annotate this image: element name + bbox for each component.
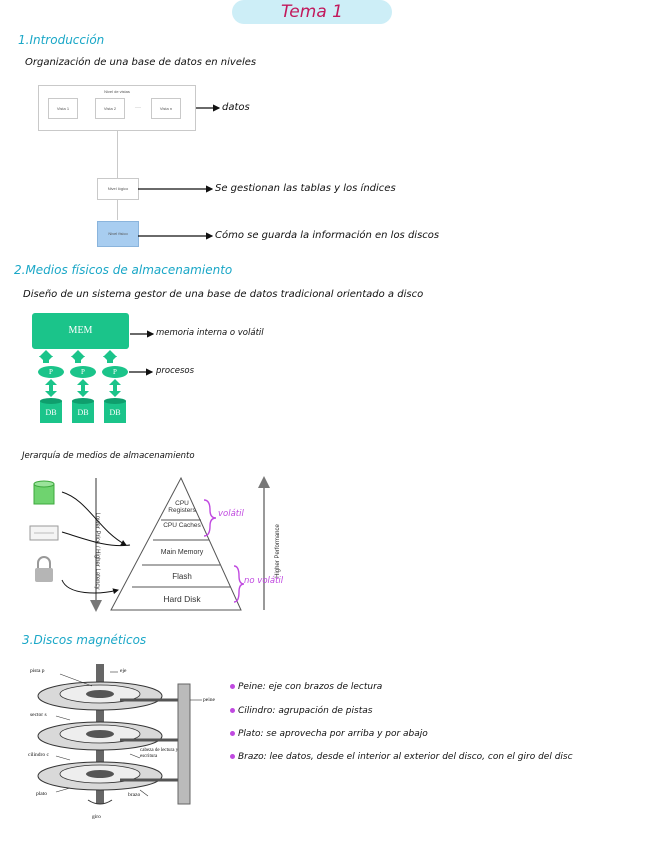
db-label: DB [45, 408, 57, 417]
note-mem: memoria interna o volátil [156, 328, 264, 338]
view-label: Vista n [159, 106, 173, 111]
bullet-text: : eje con brazos de lectura [262, 682, 383, 692]
disk-diagram [30, 660, 220, 825]
note-physical: Cómo se guarda la información en los discos [215, 230, 440, 241]
section-2-subtitle: Diseño de un sistema gestor de una base de datos tradicional orientado a disco [23, 289, 424, 300]
hierarchy-title: Jerarquía de medios de almacenamiento [22, 451, 195, 461]
bullet-cilindro [230, 706, 372, 716]
section-1-subtitle: Organización de una base de datos en niveles [25, 57, 257, 68]
view-label: Vista 2 [103, 106, 117, 111]
label-peine: peine [203, 697, 215, 703]
logical-level-label: Nivel lógico [107, 186, 129, 191]
section-3-heading: 3.Discos magnéticos [22, 633, 147, 647]
note-logical: Se gestionan las tablas y los índices [215, 183, 396, 194]
bullet-dot [230, 684, 235, 689]
db-label: DB [109, 408, 121, 417]
db-label: DB [77, 408, 89, 417]
note-datos: datos [222, 102, 250, 113]
p-label: P [49, 368, 53, 376]
axis-higher-performance: Higher Performance [275, 524, 281, 578]
bullet-term: Plato [238, 729, 261, 739]
label-cabeza: cabeza de lectura y escritura [140, 748, 179, 759]
section-2-heading: 2.Medios físicos de almacenamiento [14, 263, 233, 277]
label-plato: plato [36, 791, 47, 797]
section-1-heading: 1.Introducción [18, 33, 105, 47]
note-procesos: procesos [156, 366, 195, 376]
level-flash: Flash [172, 572, 192, 581]
mem-block: MEM [32, 313, 129, 349]
page-title: Tema 1 [232, 0, 392, 24]
bullet-text: : se aprovecha por arriba y por abajo [260, 729, 428, 739]
pyramid-brace-lower [232, 564, 246, 614]
note-volatil: volátil [218, 509, 244, 519]
label-cilindro: cilindro c [28, 752, 49, 758]
pyramid-braces [200, 498, 220, 608]
bullet-dot [230, 731, 235, 736]
label-giro: giro [92, 814, 101, 820]
level-cpu-registers: CPU Registers [168, 500, 196, 514]
label-brazo: brazo [128, 792, 141, 798]
p-label: P [81, 368, 85, 376]
view-level-label: Nivel de vistas [104, 89, 130, 94]
bullet-term: Cilindro [238, 706, 273, 716]
label-eje: eje [120, 668, 127, 674]
bullet-dot [230, 708, 235, 713]
section-1-arrows [0, 0, 656, 260]
bullet-text: : agrupación de pistas [272, 706, 373, 716]
bullet-peine [230, 682, 382, 692]
views-ellipsis: ...... [134, 104, 142, 109]
p-label: P [113, 368, 117, 376]
level-hard-disk: Hard Disk [163, 594, 201, 604]
level-cpu-caches: CPU Caches [163, 522, 201, 529]
view-label: Vista 1 [56, 106, 70, 111]
bullet-brazo [230, 752, 573, 762]
level-main-memory: Main Memory [160, 549, 204, 556]
label-sector: sector s [30, 712, 47, 718]
bullet-text: : lee datos, desde el interior al exterior del disco, con el giro del disc [263, 752, 573, 762]
axis-lower-price: Lower Price / Higher Latency [94, 512, 100, 590]
label-pista: pista p [30, 668, 45, 674]
physical-level-label: Nivel físico [108, 231, 128, 236]
bullet-dot [230, 754, 235, 759]
bullet-term: Peine [238, 682, 263, 692]
bullet-term: Brazo [238, 752, 264, 762]
bullet-plato [230, 729, 428, 739]
note-no-volatil: no volátil [244, 576, 284, 586]
